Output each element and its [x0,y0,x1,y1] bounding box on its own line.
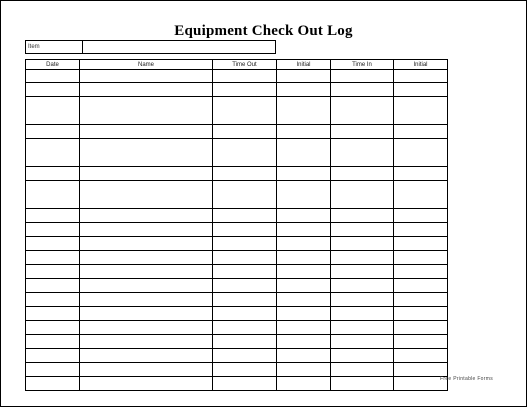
name-cell[interactable] [80,293,213,307]
date-cell[interactable] [26,377,80,391]
time-in-cell[interactable] [331,307,394,321]
date-cell[interactable] [26,70,80,83]
date-cell[interactable] [26,181,80,209]
table-row [26,265,448,279]
time-out-cell[interactable] [213,293,277,307]
time-in-cell[interactable] [331,139,394,167]
time-out-cell[interactable] [213,363,277,377]
table-row [26,279,448,293]
initial-in-cell[interactable] [394,279,448,293]
table-row [26,251,448,265]
initial-in-cell[interactable] [394,181,448,209]
table-row [26,70,448,83]
table-row [26,321,448,335]
table-row [26,97,448,125]
name-cell[interactable] [80,307,213,321]
name-cell[interactable] [80,125,213,139]
initial-out-cell[interactable] [277,321,331,335]
initial-in-cell[interactable] [394,237,448,251]
initial-in-cell[interactable] [394,209,448,223]
time-in-cell[interactable] [331,279,394,293]
table-row [26,181,448,209]
initial-in-cell[interactable] [394,223,448,237]
time-out-cell[interactable] [213,251,277,265]
date-cell[interactable] [26,223,80,237]
time-out-cell[interactable] [213,70,277,83]
time-out-cell[interactable] [213,167,277,181]
initial-in-cell[interactable] [394,293,448,307]
name-cell[interactable] [80,97,213,125]
initial-out-cell[interactable] [277,279,331,293]
name-cell[interactable] [80,139,213,167]
date-cell[interactable] [26,83,80,97]
initial-out-cell[interactable] [277,181,331,209]
date-cell[interactable] [26,265,80,279]
initial-out-cell[interactable] [277,335,331,349]
time-in-cell[interactable] [331,363,394,377]
column-header-time-in: Time In [331,60,394,70]
name-cell[interactable] [80,335,213,349]
time-out-cell[interactable] [213,265,277,279]
time-in-cell[interactable] [331,377,394,391]
initial-out-cell[interactable] [277,307,331,321]
table-row [26,209,448,223]
name-cell[interactable] [80,321,213,335]
name-cell[interactable] [80,265,213,279]
time-out-cell[interactable] [213,307,277,321]
date-cell[interactable] [26,97,80,125]
name-cell[interactable] [80,70,213,83]
initial-out-cell[interactable] [277,349,331,363]
initial-in-cell[interactable] [394,139,448,167]
initial-out-cell[interactable] [277,363,331,377]
table-row [26,223,448,237]
initial-out-cell[interactable] [277,377,331,391]
table-header-row [26,60,448,70]
initial-in-cell[interactable] [394,83,448,97]
item-field[interactable] [25,40,276,54]
footer-credit: Free Printable Forms [440,376,493,382]
initial-out-cell[interactable] [277,265,331,279]
time-out-cell[interactable] [213,139,277,167]
time-in-cell[interactable] [331,335,394,349]
date-cell[interactable] [26,209,80,223]
column-header-initial-out: Initial [277,60,331,70]
initial-in-cell[interactable] [394,125,448,139]
item-value[interactable] [83,41,275,53]
name-cell[interactable] [80,83,213,97]
time-out-cell[interactable] [213,349,277,363]
time-in-cell[interactable] [331,97,394,125]
name-cell[interactable] [80,181,213,209]
time-out-cell[interactable] [213,321,277,335]
initial-in-cell[interactable] [394,167,448,181]
table-row [26,335,448,349]
date-cell[interactable] [26,363,80,377]
time-out-cell[interactable] [213,377,277,391]
time-out-cell[interactable] [213,125,277,139]
table-body [26,70,448,391]
time-out-cell[interactable] [213,97,277,125]
date-cell[interactable] [26,125,80,139]
date-cell[interactable] [26,349,80,363]
table-row [26,237,448,251]
name-cell[interactable] [80,349,213,363]
time-in-cell[interactable] [331,83,394,97]
date-cell[interactable] [26,139,80,167]
column-header-date: Date [26,60,80,70]
initial-out-cell[interactable] [277,237,331,251]
initial-out-cell[interactable] [277,97,331,125]
item-label: Item [26,41,83,53]
initial-in-cell[interactable] [394,321,448,335]
table-row [26,125,448,139]
name-cell[interactable] [80,251,213,265]
table-row [26,377,448,391]
name-cell[interactable] [80,377,213,391]
table-row [26,307,448,321]
name-cell[interactable] [80,279,213,293]
time-in-cell[interactable] [331,237,394,251]
initial-out-cell[interactable] [277,251,331,265]
time-in-cell[interactable] [331,125,394,139]
initial-out-cell[interactable] [277,293,331,307]
initial-in-cell[interactable] [394,349,448,363]
date-cell[interactable] [26,307,80,321]
time-in-cell[interactable] [331,251,394,265]
date-cell[interactable] [26,279,80,293]
time-out-cell[interactable] [213,181,277,209]
name-cell[interactable] [80,209,213,223]
name-cell[interactable] [80,363,213,377]
time-out-cell[interactable] [213,223,277,237]
initial-in-cell[interactable] [394,307,448,321]
time-out-cell[interactable] [213,279,277,293]
time-in-cell[interactable] [331,321,394,335]
column-header-initial-in: Initial [394,60,448,70]
column-header-time-out: Time Out [213,60,277,70]
date-cell[interactable] [26,251,80,265]
initial-in-cell[interactable] [394,97,448,125]
table-row [26,363,448,377]
initial-out-cell[interactable] [277,209,331,223]
column-header-name: Name [80,60,213,70]
initial-out-cell[interactable] [277,223,331,237]
table-row [26,167,448,181]
initial-out-cell[interactable] [277,125,331,139]
date-cell[interactable] [26,293,80,307]
table-row [26,349,448,363]
table-row [26,139,448,167]
date-cell[interactable] [26,237,80,251]
page-title: Equipment Check Out Log [174,23,353,39]
time-in-cell[interactable] [331,181,394,209]
name-cell[interactable] [80,167,213,181]
time-out-cell[interactable] [213,335,277,349]
time-in-cell[interactable] [331,70,394,83]
date-cell[interactable] [26,335,80,349]
table-row [26,293,448,307]
table-row [26,83,448,97]
time-out-cell[interactable] [213,209,277,223]
name-cell[interactable] [80,223,213,237]
time-in-cell[interactable] [331,349,394,363]
name-cell[interactable] [80,237,213,251]
time-in-cell[interactable] [331,265,394,279]
initial-in-cell[interactable] [394,265,448,279]
date-cell[interactable] [26,167,80,181]
initial-in-cell[interactable] [394,70,448,83]
time-out-cell[interactable] [213,83,277,97]
time-in-cell[interactable] [331,209,394,223]
initial-out-cell[interactable] [277,139,331,167]
date-cell[interactable] [26,321,80,335]
time-out-cell[interactable] [213,237,277,251]
time-in-cell[interactable] [331,293,394,307]
initial-in-cell[interactable] [394,335,448,349]
initial-out-cell[interactable] [277,167,331,181]
initial-out-cell[interactable] [277,83,331,97]
checkout-table [25,59,448,391]
initial-in-cell[interactable] [394,363,448,377]
initial-out-cell[interactable] [277,70,331,83]
initial-in-cell[interactable] [394,251,448,265]
time-in-cell[interactable] [331,223,394,237]
time-in-cell[interactable] [331,167,394,181]
